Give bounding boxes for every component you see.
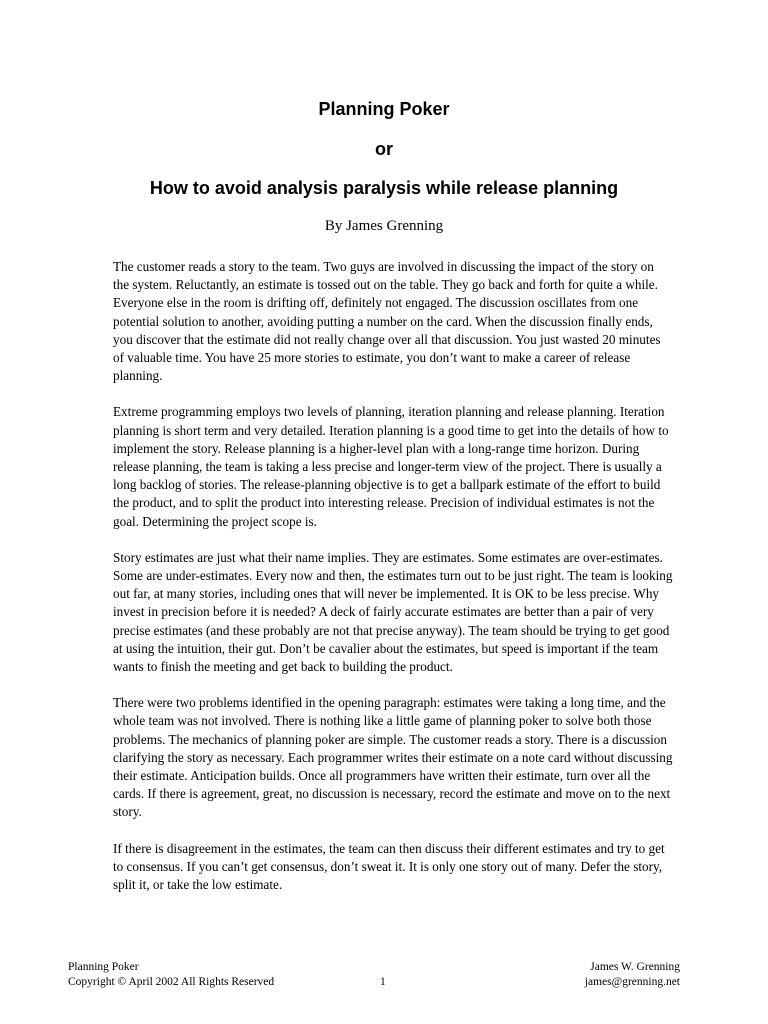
paragraph: Story estimates are just what their name implies. They are estimates. Some estimates are over-estimates. Some are under-estimates. Every now and then, the estimates turn out to be just right. The team is looking out far, at many stories, including ones that will never be implemented. It is OK to be less precise. Why invest in precision before it is needed? A deck of fairly accurate estimates are better than a pair of very precise estimates (and these probably are not that precise anyway). The team should be trying to get good at using the intuition, their gut. Don’t be cavalier about the estimates, but speed is important if the team wants to finish the meeting and get back to building the product.: [113, 549, 673, 675]
document-title: Planning Poker: [318, 99, 450, 119]
document-subtitle: How to avoid analysis paralysis while release planning: [149, 178, 619, 198]
footer-author: James W. Grenning: [590, 961, 680, 973]
paragraph: There were two problems identified in the opening paragraph: estimates were taking a long time, and the whole team was not involved. There is nothing like a little game of planning poker to solve both those problems. The mechanics of planning poker are simple. The customer reads a story. There is a discussion clarifying the story as necessary. Each programmer writes their estimate on a note card without discussing their estimate. Anticipation builds. Once all programmers have written their estimate, turn over all the cards. If there is agreement, great, no discussion is necessary, record the estimate and move on to the next story.: [113, 695, 673, 820]
footer-document-name: Planning Poker: [68, 961, 139, 973]
footer-email: james@grenning.net: [584, 976, 680, 988]
footer-copyright: Copyright © April 2002 All Rights Reserved: [68, 976, 275, 988]
title-connector: or: [375, 139, 393, 159]
byline: By James Grenning: [324, 218, 444, 234]
document-body: [113, 258, 673, 912]
paragraph: Extreme programming employs two levels of planning, iteration planning and release planning. Iteration planning is short term and very detailed. Iteration planning is a good time to get into the details of how to implement the story. Release planning is a higher-level plan with a long-range time horizon. During release planning, the team is taking a less precise and longer-term view of the project. There is usually a long backlog of stories. The release-planning objective is to get a ballpark estimate of the effort to build the product, and to split the product into interesting release. Precision of individual estimates is not the goal. Determining the project scope is.: [113, 404, 669, 529]
page-number: 1: [380, 976, 386, 988]
page-footer: [68, 960, 680, 992]
paragraph: The customer reads a story to the team. Two guys are involved in discussing the impact of the story on the system. Reluctantly, an estimate is tossed out on the table. They go back and forth for quite a while. Everyone else in the room is drifting off, definitely not engaged. The discussion oscillates from one potential solution to another, avoiding putting a number on the card. When the discussion finally ends, you discover that the estimate did not really change over all that discussion. You just wasted 20 minutes of valuable time. You have 25 more stories to estimate, you don’t want to make a career of release planning.: [113, 259, 661, 384]
paragraph: If there is disagreement in the estimates, the team can then discuss their different estimates and try to get to consensus. If you can’t get consensus, don’t sweat it. It is only one story out of many. Defer the story, split it, or take the low estimate.: [113, 840, 665, 893]
